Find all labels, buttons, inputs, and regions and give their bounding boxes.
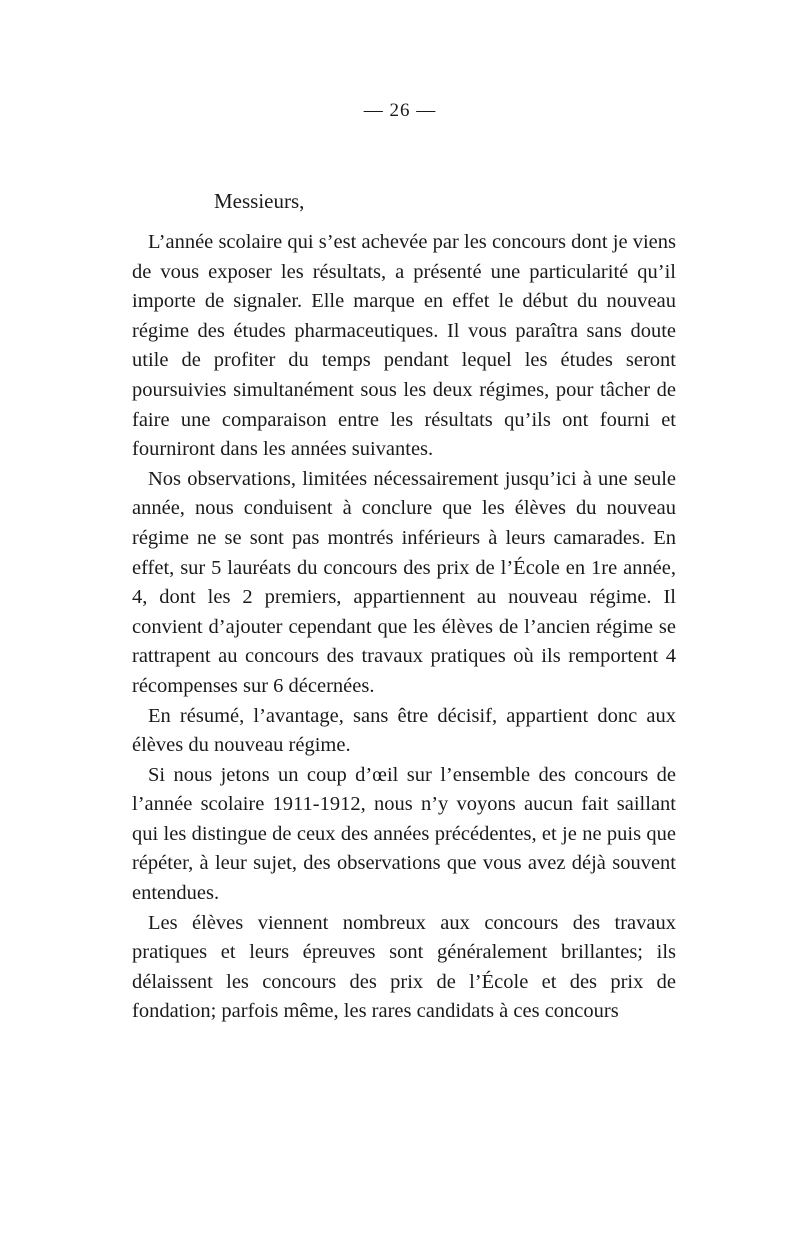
paragraph-2: Nos observations, limitées nécessairement jusqu’ici à une seule année, nous conduisent à conclure que les élèves du nouveau régime ne se sont pas montrés inférieurs à leurs camarades. En effet, sur 5 lauréats du concours des prix de l’École en 1re année, 4, dont les 2 premiers, appartiennent au nouveau régime. Il convient d’ajouter cependant que les élèves de l’ancien régime se rattrapent au concours des travaux pratiques où ils remportent 4 récompenses sur 6 décernées.	[132, 467, 676, 697]
paragraph-1: L’année scolaire qui s’est achevée par les concours dont je viens de vous exposer les résultats, a présenté une particularité qu’il importe de signaler. Elle marque en effet le début du nouveau régime des études pharmaceutiques. Il vous paraîtra sans doute utile de profiter du temps pendant lequel les études seront poursuivies simultanément sous les deux régimes, pour tâcher de faire une comparaison entre les résultats qu’ils ont fourni et fourniront dans les années suivantes.	[132, 231, 676, 461]
paragraph-4: Si nous jetons un coup d’œil sur l’ensemble des concours de l’année scolaire 1911-1912, nous n’y voyons aucun fait saillant qui les distingue de ceux des années précédentes, et je ne puis que répéter, à leur sujet, des observations que vous avez déjà souvent entendues.	[132, 763, 676, 905]
salutation: Messieurs,	[214, 189, 305, 213]
paragraph-3: En résumé, l’avantage, sans être décisif, appartient donc aux élèves du nouveau régime.	[132, 704, 676, 757]
body-text	[132, 228, 676, 1027]
page-number: — 26 —	[363, 100, 437, 121]
paragraph-5: Les élèves viennent nombreux aux concours des travaux pratiques et leurs épreuves sont généralement brillantes; ils délaissent les concours des prix de l’École et des prix de fondation; parfois même, les rares candidats à ces concours	[132, 911, 676, 1023]
